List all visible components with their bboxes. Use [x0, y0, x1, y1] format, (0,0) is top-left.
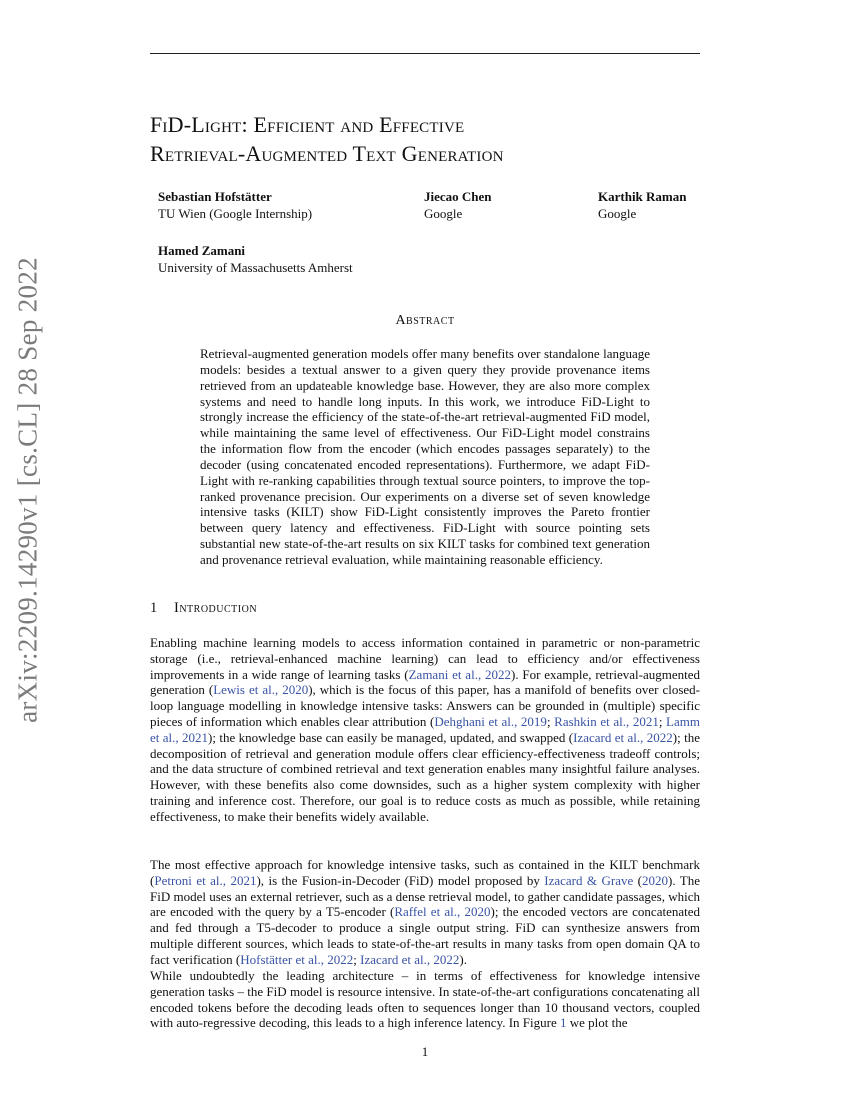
abstract-heading: Abstract [395, 313, 455, 328]
citation-link[interactable]: Rashkin et al., 2021 [554, 713, 659, 729]
paragraph-text: ); the encoded vectors are concatenated and fed through a T5-decoder to produce a single output string. FiD can synthesize answers from multiple different sources, which leads to state-of-the-art results in many tasks from open domain QA to fact verification ( [150, 904, 701, 967]
paragraph-text: we plot the [566, 1015, 628, 1031]
citation-link[interactable]: 1 [559, 1015, 567, 1031]
citation-link[interactable]: Lewis et al., 2020 [213, 682, 309, 698]
author-name: Karthik Raman [598, 189, 687, 204]
author-affiliation: Google [598, 206, 637, 221]
intro-paragraph-2 [150, 857, 700, 968]
section-title: Introduction [174, 600, 258, 616]
paper-title [150, 110, 710, 168]
paragraph-text: ; [546, 713, 555, 729]
author-block [158, 242, 353, 276]
author-affiliation: University of Massachusetts Amherst [158, 260, 353, 275]
abstract-text: Retrieval-augmented generation models offer many benefits over standalone language models: besides a textual answer to a given query they provide provenance items retrieved from an updateable knowledge base. However, they are also more complex systems and need to handle long inputs. In this work, we introduce FiD-Light to strongly increase the efficiency of the state-of-the-art retrieval-augmented FiD model, while maintaining the same level of effectiveness. Our FiD-Light model constrains the information flow from the encoder (which encodes passages separately) to the decoder (using concatenated encoded representations). Furthermore, we adapt FiD-Light with re-ranking capabilities through textual source pointers, to improve the top-ranked provenance precision. Our experiments on a diverse set of seven knowledge intensive tasks (KILT) show FiD-Light consistently improves the Pareto frontier between query latency and effectiveness. FiD-Light with source pointing sets substantial new state-of-the-art results on six KILT tasks for combined text generation and provenance retrieval evaluation, while maintaining reasonable efficiency. [200, 346, 650, 567]
title-line-2: Retrieval-Augmented Text Generation [150, 141, 504, 166]
section-number: 1 [150, 600, 158, 616]
author-name: Hamed Zamani [158, 243, 246, 258]
header-rule [150, 53, 700, 54]
arxiv-identifier-stamp [0, 257, 56, 723]
paragraph-text: The most effective approach for knowledge intensive tasks, such as contained in the KILT benchmark ( [150, 857, 700, 888]
citation-link[interactable]: Izacard et al., 2022 [573, 729, 673, 745]
paragraph-text: Enabling machine learning models to access information contained in parametric or non-parametric storage (i.e., retrieval-enhanced machine learning) can lead to efficiency and/or effectiveness improvements in a wide range of learning tasks ( [150, 635, 700, 682]
author-name: Sebastian Hofstätter [158, 189, 272, 204]
paragraph-text: ), is the Fusion-in-Decoder (FiD) model proposed by [256, 872, 545, 888]
author-affiliation: Google [424, 206, 463, 221]
author-name: Jiecao Chen [424, 189, 492, 204]
paragraph-text: ). For example, retrieval-augmented generation ( [150, 666, 701, 698]
citation-link[interactable]: 2020 [642, 872, 668, 888]
intro-paragraph-1 [150, 635, 700, 825]
paragraph-text: While undoubtedly the leading architecture – in terms of effectiveness for knowledge intensive generation tasks – the FiD model is resource intensive. In state-of-the-art configurations concatenating all encoded tokens before the decoding leads often to sequences longer than 10 thousand vectors, coupled with auto-regressive decoding, this leads to a high inference latency. In Figure [150, 968, 700, 1031]
title-line-1: FiD-Light: Efficient and Effective [150, 112, 465, 137]
citation-link[interactable]: Petroni et al., 2021 [154, 872, 257, 888]
paragraph-text: ), which is the focus of this paper, has a manifold of benefits over closed-loop language modelling in knowledge intensive tasks: Answers can be grounded in (multiple) specific pieces of information which enables clear attribution ( [150, 682, 700, 729]
citation-link[interactable]: Izacard & Grave [544, 872, 634, 888]
paragraph-text: ). The FiD model uses an external retriever, such as a dense retrieval model, to gather candidate passages, which are encoded with the query by a T5-encoder ( [150, 872, 700, 920]
author-block [598, 188, 686, 222]
citation-link[interactable]: Zamani et al., 2022 [408, 666, 511, 682]
paragraph-text: ); the decomposition of retrieval and generation module offers clear efficiency-effectiveness tradeoff controls; and the data structure of combined retrieval and text generation enables many insightful failure analyses. However, with these benefits also come downsides, such as a higher system complexity with higher training and inference cost. Therefore, our goal is to reduce costs as much as possible, while retaining effectiveness, to make their benefits widely available. [150, 729, 700, 824]
citation-link[interactable]: Raffel et al., 2020 [394, 904, 491, 920]
paragraph-text: ); the knowledge base can easily be managed, updated, and swapped ( [208, 729, 574, 745]
paragraph-text: ). [459, 951, 467, 967]
citation-link[interactable]: Izacard et al., 2022 [360, 951, 460, 967]
paragraph-text: ; [353, 951, 361, 967]
author-block [424, 188, 492, 222]
paragraph-text: ( [633, 872, 642, 888]
paragraph-text: ; [658, 713, 667, 729]
citation-link[interactable]: Dehghani et al., 2019 [434, 713, 547, 729]
intro-paragraph-3 [150, 968, 700, 1031]
citation-link[interactable]: Hofstätter et al., 2022 [240, 951, 354, 967]
author-affiliation: TU Wien (Google Internship) [158, 206, 313, 221]
author-block [158, 188, 312, 222]
citation-link[interactable]: Lamm et al., 2021 [150, 713, 700, 745]
page-number: 1 [421, 1044, 429, 1059]
arxiv-stamp-text: arXiv:2209.14290v1 [cs.CL] 28 Sep 2022 [12, 257, 43, 723]
section-heading [150, 600, 257, 617]
